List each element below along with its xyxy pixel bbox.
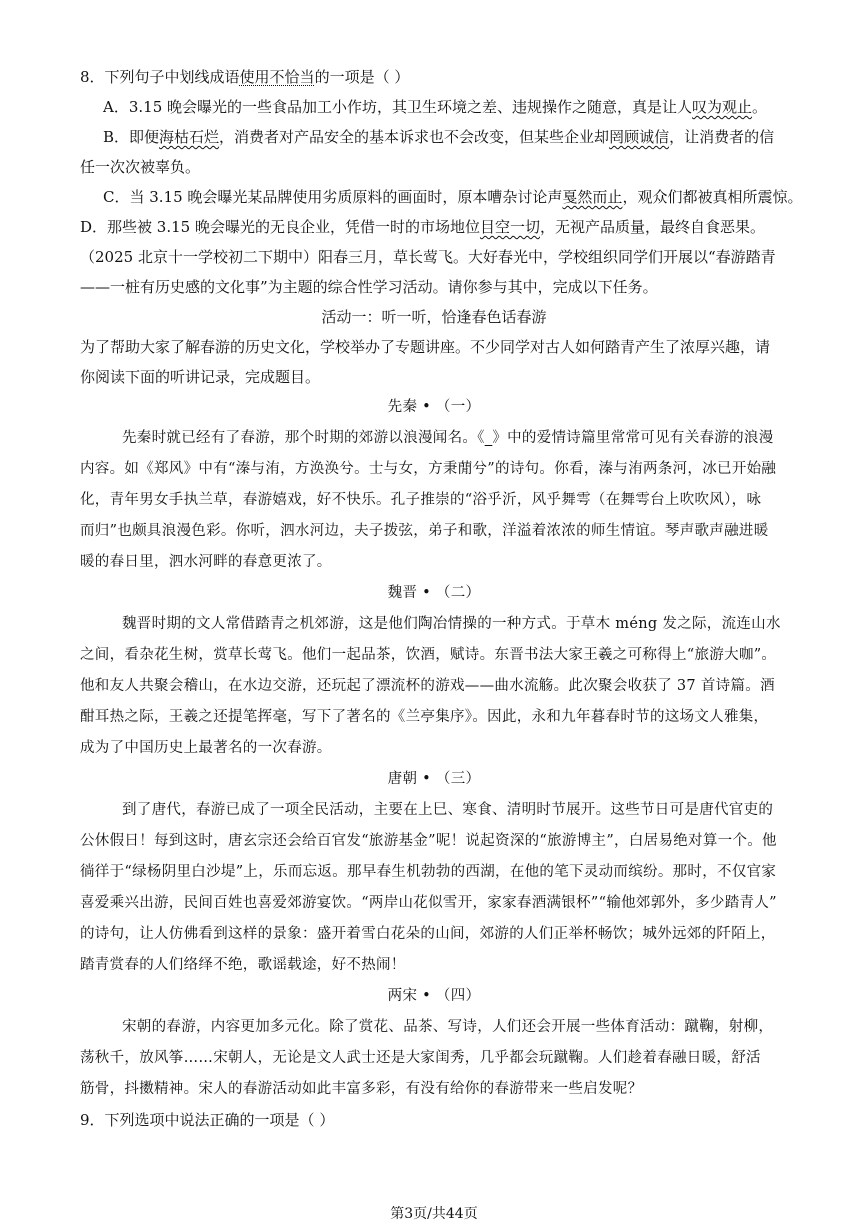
- section-3-para-line-2: 公休假日！每到这时，唐玄宗还会给百官发“旅游基金”呢！说起资深的“旅游博主”，白居易绝对算一个。他: [80, 833, 777, 849]
- section-1-text-b: 》中的爱情诗篇里常常可见有关春游的浪漫: [492, 430, 774, 446]
- section-3-para-line-3: 徜徉于“绿杨阴里白沙堤”上，乐而忘返。那早春生机勃勃的西湖，在他的笔下灵动而缤纷。那时，不仅官家: [80, 864, 777, 880]
- section-3-para-line-5: 的诗句，让人仿佛看到这样的景象：盛开着雪白花朵的山间，郊游的人们正举杯畅饮；城外远郊的阡陌上，: [80, 926, 776, 942]
- activity-1-line-1: 为了帮助大家了解春游的历史文化，学校举办了专题讲座。不少同学对古人如何踏青产生了浓厚兴趣，请: [80, 338, 771, 356]
- section-1-para-line-5: 暖的春日里，泗水河畔的春意更浓了。: [80, 554, 332, 570]
- section-2-para-line-5: 成为了中国历史上最著名的一次春游。: [80, 740, 332, 756]
- section-3-para-line-1: 到了唐代，春游已成了一项全民活动，主要在上巳、寒食、清明时节展开。这些节日可是唐代官吏的: [122, 802, 774, 818]
- q8-option-b-end: ，让消费者的信: [669, 128, 775, 146]
- section-4-para-line-2: 荡秋千，放风筝……宋朝人，无论是文人武士还是大家闺秀，几乎都会玩蹴鞠。人们趁着春融日暖，舒活: [80, 1050, 761, 1066]
- q8-option-a-text: A．3.15 晚会曝光的一些食品加工小作坊，其卫生环境之差、违规操作之随意，真是让人: [103, 98, 693, 116]
- q8-option-a: [103, 96, 868, 118]
- section-1-heading: 先秦 • （一）: [387, 399, 481, 415]
- q8-option-d: [80, 216, 868, 238]
- q8-option-b-idiom-1: 海枯石烂: [159, 128, 220, 146]
- section-2-heading: 魏晋 • （二）: [387, 585, 481, 601]
- q8-option-d-text: D．那些被 3.15 晚会曝光的无良企业，凭借一时的市场地位: [80, 218, 480, 236]
- section-2-para-line-1: 魏晋时期的文人常借踏青之机郊游，这是他们陶冶情操的一种方式。于草木 méng 发之际，流连山水: [122, 616, 781, 632]
- section-4-heading: 两宋 • （四）: [387, 988, 481, 1004]
- q8-option-b-idiom-2: 罔顾诚信: [609, 128, 670, 146]
- q8-option-c-idiom: 戛然而止: [562, 188, 623, 206]
- q8-option-d-idiom: 目空一切: [479, 218, 540, 236]
- page-number: 第3页/共44页: [390, 1206, 478, 1222]
- intro-line-1: （2025 北京十一学校初二下期中）阳春三月，草长莺飞。大好春光中，学校组织同学们开展以“春游踏青: [80, 248, 776, 266]
- q8-option-a-idiom: 叹为观止: [692, 98, 753, 116]
- q8-stem-a: 8．下列句子中划线成语: [80, 68, 240, 86]
- q8-option-c: [103, 186, 868, 208]
- section-2-para-line-4: 酣耳热之际，王羲之还提笔挥毫，写下了著名的《兰亭集序》。因此，永和九年暮春时节的这场文人雅集，: [80, 709, 769, 725]
- section-1-para-line-4: 而归”也颇具浪漫色彩。你听，泗水河边，夫子拨弦，弟子和歌，洋溢着浓浓的师生情谊。琴声歌声融进暖: [80, 523, 769, 539]
- section-1-text-a: 先秦时就已经有了春游，那个时期的郊游以浪漫闻名。《: [122, 430, 485, 446]
- q8-option-c-end: ，观众们都被真相所震惊。: [622, 188, 803, 206]
- q8-stem: [80, 66, 868, 88]
- section-2-para-line-3: 他和友人共聚会稽山，在水边交游，还玩起了漂流杯的游戏——曲水流觞。此次聚会收获了 37 首诗篇。酒: [80, 678, 775, 694]
- activity-1-title: 活动一：听一听，恰逢春色话春游: [321, 308, 547, 326]
- section-3-heading: 唐朝 • （三）: [387, 771, 481, 787]
- q8-option-b: [103, 126, 868, 148]
- section-1-para-line-1: [122, 427, 868, 449]
- section-1-blank: _: [484, 430, 493, 446]
- section-1-para-line-3: 化，青年男女手执兰草，春游嬉戏，好不快乐。孔子推崇的“浴乎沂，风乎舞雩（在舞雩台上吹吹风），咏: [80, 492, 762, 508]
- activity-1-line-2: 你阅读下面的听讲记录，完成题目。: [80, 368, 321, 386]
- section-4-para-line-3: 筋骨，抖擞精神。宋人的春游活动如此丰富多彩，有没有给你的春游带来一些启发呢？: [80, 1081, 643, 1097]
- q9-stem: 9．下列选项中说法正确的一项是（ ）: [80, 1111, 335, 1129]
- section-3-para-line-6: 踏青赏春的人们络绎不绝，歌谣载途，好不热闹！: [80, 957, 406, 973]
- q8-option-b-mid: ，消费者对产品安全的基本诉求也不会改变，但某些企业却: [219, 128, 610, 146]
- section-4-para-line-1: 宋朝的春游，内容更加多元化。除了赏花、品茶、写诗，人们还会开展一些体育活动：蹴鞠，射柳，: [122, 1019, 774, 1035]
- section-2-para-line-2: 之间，看杂花生树，赏草长莺飞。他们一起品茶，饮酒，赋诗。东晋书法大家王羲之可称得上“旅游大咖”。: [80, 647, 777, 663]
- q8-option-a-end: 。: [752, 98, 768, 116]
- intro-line-2: ——一桩有历史感的文化事”为主题的综合性学习活动。请你参与其中，完成以下任务。: [80, 278, 658, 296]
- section-3-para-line-4: 喜爱乘兴出游，民间百姓也喜爱郊游宴饮。“两岸山花似雪开，家家春酒满银杯”“输他郊郭外，多少踏青人”: [80, 895, 777, 911]
- section-1-para-line-2: 内容。如《郑风》中有“溱与洧，方涣涣兮。士与女，方秉蕑兮”的诗句。你看，溱与洧两条河，冰已开始融: [80, 461, 777, 477]
- q8-stem-emphasis: 使用不恰当: [239, 68, 315, 86]
- q8-option-c-text: C．当 3.15 晚会曝光某品牌使用劣质原料的画面时，原本嘈杂讨论声: [103, 188, 563, 206]
- q8-option-b-text: B．即便: [103, 128, 160, 146]
- q8-stem-c: 的一项是（ ）: [314, 68, 410, 86]
- q8-option-d-end: ，无视产品质量，最终自食恶果。: [539, 218, 765, 236]
- q8-option-b-line2: 任一次次被辜负。: [80, 158, 201, 176]
